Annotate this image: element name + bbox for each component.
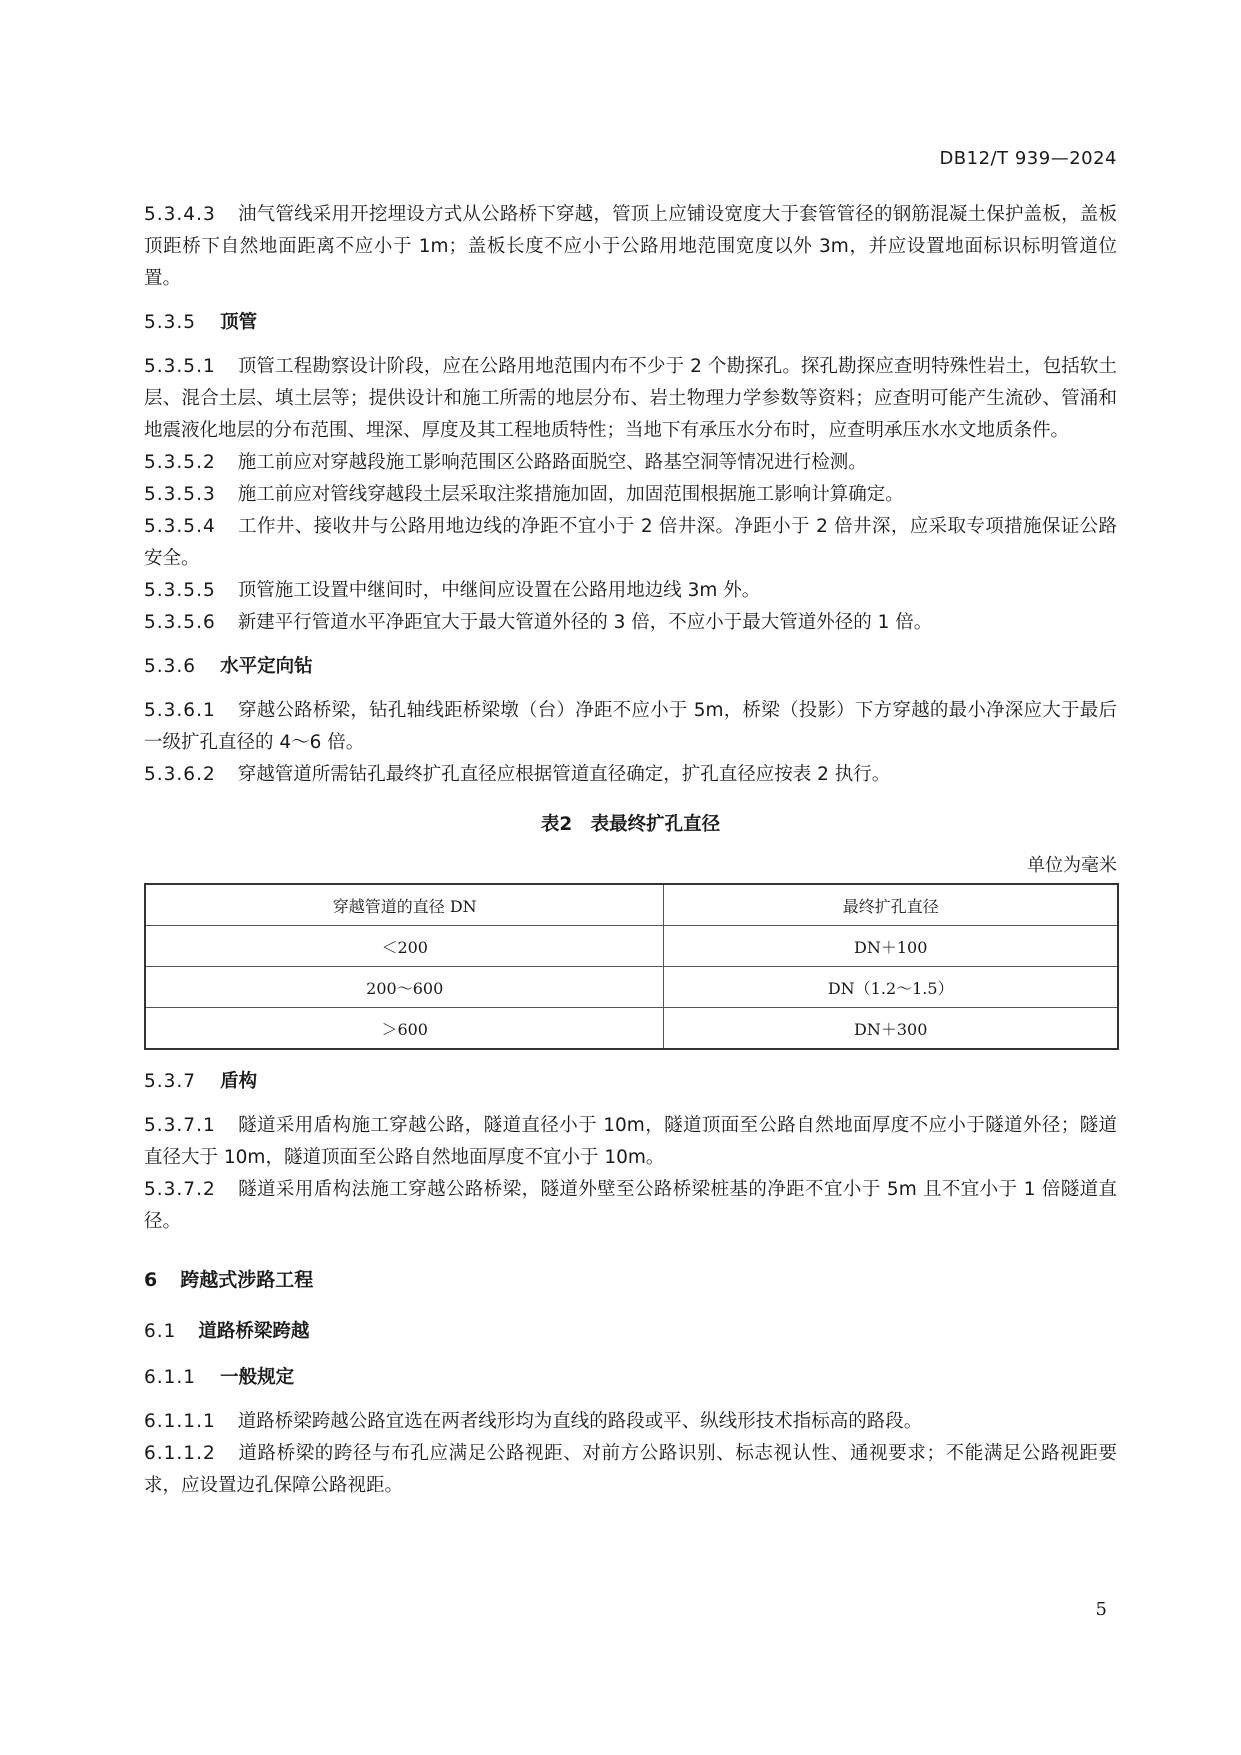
table-row	[145, 1008, 1118, 1050]
clause-number: 6.1.1.1	[144, 1411, 216, 1432]
clause-number: 5.3.6.1	[144, 700, 216, 721]
clause-text: 油气管线采用开挖埋设方式从公路桥下穿越，管顶上应铺设宽度大于套管管径的钢筋混凝土保护盖板，盖板顶距桥下自然地面距离不应小于 1m；盖板长度不应小于公路用地范围宽度以外 3m，并应设置地面标识标明管道位置。	[144, 204, 1117, 289]
table-cell: DN（1.2～1.5）	[664, 967, 1118, 1008]
table-row	[145, 926, 1118, 967]
heading-text: 道路桥梁跨越	[198, 1321, 310, 1342]
heading-text: 盾构	[220, 1071, 258, 1092]
clause-number: 5.3.4.3	[144, 204, 216, 225]
table-cell: ＜200	[145, 926, 664, 967]
clause-text: 工作井、接收井与公路用地边线的净距不宜小于 2 倍井深。净距小于 2 倍井深，应采取专项措施保证公路安全。	[144, 516, 1117, 569]
clause-text: 顶管工程勘察设计阶段，应在公路用地范围内布不少于 2 个勘探孔。探孔勘探应查明特殊性岩土，包括软土层、混合土层、填土层等；提供设计和施工所需的地层分布、岩土物理力学参数等资料；应查明可能产生流砂、管涌和地震液化地层的分布范围、埋深、厚度及其工程地质特性；当地下有承压水分布时，应查明承压水水文地质条件。	[144, 356, 1117, 441]
clause-number: 6.1.1.2	[144, 1443, 216, 1464]
clause-number: 5.3.5.5	[144, 580, 216, 601]
heading-text: 一般规定	[220, 1367, 295, 1388]
clause-paragraph	[144, 1174, 1117, 1238]
clause-text: 顶管施工设置中继间时，中继间应设置在公路用地边线 3m 外。	[237, 580, 761, 601]
table-cell: 200～600	[145, 967, 664, 1008]
clause-paragraph	[144, 1406, 1117, 1438]
clause-paragraph	[144, 695, 1117, 759]
clause-number: 5.3.5.6	[144, 612, 216, 633]
clause-text: 隧道采用盾构法施工穿越公路桥梁，隧道外壁至公路桥梁桩基的净距不宜小于 5m 且不宜小于 1 倍隧道直径。	[144, 1179, 1117, 1232]
reaming-diameter-table	[144, 883, 1119, 1050]
clause-text: 施工前应对管线穿越段土层采取注浆措施加固，加固范围根据施工影响计算确定。	[237, 484, 904, 505]
page-number: 5	[1095, 1599, 1107, 1620]
clause-paragraph	[144, 575, 1117, 607]
heading-text: 跨越式涉路工程	[180, 1269, 314, 1291]
clause-text: 道路桥梁的跨径与布孔应满足公路视距、对前方公路识别、标志视认性、通视要求；不能满足公路视距要求，应设置边孔保障公路视距。	[144, 1443, 1117, 1496]
clause-paragraph	[144, 351, 1117, 447]
section-heading	[144, 1066, 1117, 1098]
clause-number: 5.3.5	[144, 312, 197, 333]
section-heading	[144, 651, 1117, 683]
clause-number: 5.3.5.4	[144, 516, 216, 537]
table-header-cell: 穿越管道的直径 DN	[145, 884, 664, 926]
clause-text: 隧道采用盾构施工穿越公路，隧道直径小于 10m，隧道顶面至公路自然地面厚度不应小于隧道外径；隧道直径大于 10m，隧道顶面至公路自然地面厚度不宜小于 10m。	[144, 1115, 1117, 1168]
clause-number: 6.1	[144, 1321, 177, 1342]
clause-number: 6	[144, 1269, 159, 1291]
section-heading	[144, 307, 1117, 339]
clause-number: 5.3.5.2	[144, 452, 216, 473]
section-heading	[144, 1362, 1117, 1394]
table-cell: ＞600	[145, 1008, 664, 1050]
table-cell: DN＋300	[664, 1008, 1118, 1050]
table-header-cell: 最终扩孔直径	[664, 884, 1118, 926]
clause-paragraph	[144, 607, 1117, 639]
document-id: DB12/T 939—2024	[939, 148, 1117, 169]
heading-text: 顶管	[220, 312, 258, 333]
clause-paragraph	[144, 479, 1117, 511]
heading-text: 水平定向钻	[220, 656, 313, 677]
clause-number: 5.3.5.3	[144, 484, 216, 505]
clause-paragraph	[144, 759, 1117, 791]
table-cell: DN＋100	[664, 926, 1118, 967]
clause-number: 5.3.6.2	[144, 764, 216, 785]
clause-text: 道路桥梁跨越公路宜选在两者线形均为直线的路段或平、纵线形技术指标高的路段。	[237, 1411, 923, 1432]
table-unit: 单位为毫米	[1027, 855, 1117, 876]
clause-paragraph	[144, 511, 1117, 575]
clause-paragraph	[144, 199, 1117, 295]
section-heading	[144, 1316, 1117, 1348]
section-heading	[144, 1264, 1117, 1296]
clause-paragraph	[144, 447, 1117, 479]
clause-text: 穿越公路桥梁，钻孔轴线距桥梁墩（台）净距不应小于 5m，桥梁（投影）下方穿越的最小净深应大于最后一级扩孔直径的 4～6 倍。	[144, 700, 1117, 753]
clause-text: 施工前应对穿越段施工影响范围区公路路面脱空、路基空洞等情况进行检测。	[237, 452, 867, 473]
document-body	[144, 199, 1117, 1502]
table-row	[145, 967, 1118, 1008]
clause-number: 5.3.6	[144, 656, 197, 677]
clause-number: 5.3.7	[144, 1071, 197, 1092]
clause-number: 5.3.7.2	[144, 1179, 216, 1200]
clause-number: 6.1.1	[144, 1367, 197, 1388]
sections-before-table	[144, 199, 1117, 791]
clause-number: 5.3.7.1	[144, 1115, 216, 1136]
clause-text: 新建平行管道水平净距宜大于最大管道外径的 3 倍，不应小于最大管道外径的 1 倍。	[237, 612, 933, 633]
clause-paragraph	[144, 1438, 1117, 1502]
sections-after-table	[144, 1066, 1117, 1502]
table-title: 表2 表最终扩孔直径	[540, 814, 721, 835]
clause-paragraph	[144, 1110, 1117, 1174]
clause-text: 穿越管道所需钻孔最终扩孔直径应根据管道直径确定，扩孔直径应按表 2 执行。	[237, 764, 891, 785]
table-header-row	[145, 884, 1118, 926]
clause-number: 5.3.5.1	[144, 356, 216, 377]
